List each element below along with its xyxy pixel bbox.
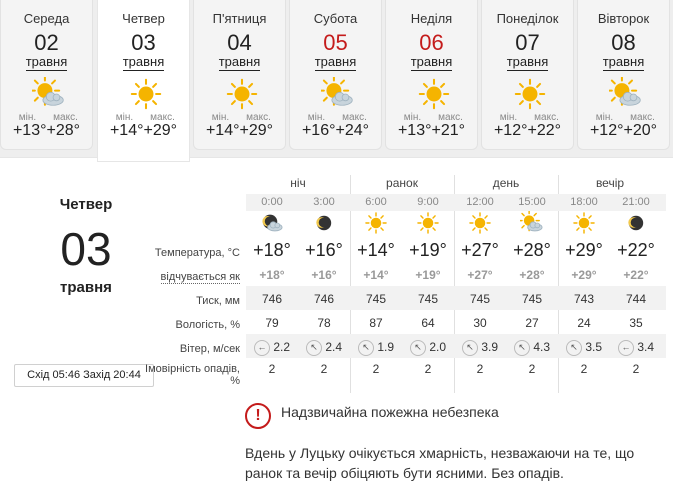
sun-cloud-icon — [520, 211, 544, 235]
hour-wind: ↖ 3.5 — [558, 340, 610, 356]
tab-temps: +14°+29° — [109, 122, 178, 139]
row-label-precip: Імовірність опадів, % — [145, 363, 240, 387]
selected-day-date: 03 — [60, 223, 112, 275]
hour-precip: 2 — [632, 362, 640, 376]
hour-feels: +16° — [311, 268, 337, 282]
tab-temps: +12°+22° — [493, 122, 562, 139]
hour-precip: 2 — [528, 362, 536, 376]
row-label-temp: Температура, °C — [154, 247, 240, 259]
period-2: день — [492, 176, 520, 190]
hour-humidity: 87 — [369, 316, 383, 330]
hour-temp: +29° — [565, 240, 603, 260]
hour-time: 3:00 — [313, 196, 335, 208]
sun-icon — [129, 77, 163, 111]
hour-wind: ← 2.2 — [246, 340, 298, 356]
sun-icon — [468, 211, 492, 235]
hour-time: 0:00 — [261, 196, 283, 208]
tab-day-name: Четвер — [122, 11, 165, 26]
moon-icon — [624, 211, 648, 235]
day-tab-03[interactable] — [97, 0, 190, 162]
sun-icon — [416, 211, 440, 235]
tab-day-name: Середа — [23, 11, 70, 26]
hour-temp: +27° — [461, 240, 499, 260]
tab-day-name: П'ятниця — [212, 11, 267, 26]
tab-minmax-labels: мін. макс. — [499, 112, 559, 123]
hour-humidity: 27 — [525, 316, 539, 330]
sun-cloud-icon — [32, 77, 66, 111]
hour-humidity: 30 — [473, 316, 487, 330]
hour-time: 6:00 — [365, 196, 387, 208]
row-label-wind: Вітер, м/сек — [179, 343, 240, 355]
sun-icon — [513, 77, 547, 111]
tab-date: 05 — [323, 30, 348, 55]
hour-pressure: 746 — [261, 292, 283, 306]
tab-minmax-labels: мін. макс. — [18, 112, 78, 123]
hour-precip: 2 — [320, 362, 328, 376]
tab-minmax-labels: мін. макс. — [115, 112, 175, 123]
tab-temps: +13°+28° — [12, 122, 81, 139]
hour-wind: ← 3.4 — [610, 340, 662, 356]
tab-month: травня — [218, 54, 261, 69]
tab-day-name: Неділя — [410, 11, 453, 26]
day-tab-07[interactable] — [481, 0, 574, 150]
tab-date: 04 — [227, 30, 252, 55]
hour-feels: +19° — [415, 268, 441, 282]
hour-time: 18:00 — [570, 196, 598, 208]
row-label-humidity: Вологість, % — [175, 319, 240, 331]
hour-pressure: 745 — [417, 292, 439, 306]
selected-day — [16, 196, 156, 296]
row-label-feels: відчувається як — [160, 271, 240, 283]
sun-icon — [364, 211, 388, 235]
day-tab-04[interactable] — [193, 0, 286, 150]
moon-icon — [312, 211, 336, 235]
tab-month: травня — [506, 54, 549, 69]
hour-humidity: 24 — [577, 316, 591, 330]
tab-temps: +13°+21° — [397, 122, 466, 139]
hour-precip: 2 — [580, 362, 588, 376]
tab-temps: +12°+20° — [589, 122, 658, 139]
hour-precip: 2 — [372, 362, 380, 376]
tab-day-name: Понеділок — [496, 11, 559, 26]
tab-month: травня — [602, 54, 645, 69]
day-detail-panel — [0, 157, 673, 501]
hour-feels: +27° — [467, 268, 493, 282]
hour-wind: ↖ 2.4 — [298, 340, 350, 356]
tab-day-name: Вівторок — [597, 11, 650, 26]
tab-day-name: Субота — [313, 11, 358, 26]
sun-icon — [572, 211, 596, 235]
sun-cloud-icon — [321, 77, 355, 111]
warning-text: Надзвичайна пожежна небезпека — [281, 404, 499, 420]
day-tabs — [0, 0, 673, 160]
sunrise-sunset: Схід 05:46 Захід 20:44 — [14, 364, 154, 387]
day-tab-02[interactable] — [0, 0, 93, 150]
sun-icon — [225, 77, 259, 111]
hour-pressure: 745 — [365, 292, 387, 306]
tab-temps: +16°+24° — [301, 122, 370, 139]
tab-date: 02 — [34, 30, 59, 55]
day-tab-08[interactable] — [577, 0, 670, 150]
tab-month: травня — [410, 54, 453, 69]
period-1: ранок — [386, 176, 418, 190]
hour-time: 15:00 — [518, 196, 546, 208]
hour-pressure: 744 — [625, 292, 647, 306]
warning-icon: ! — [245, 403, 271, 429]
hour-pressure: 746 — [313, 292, 335, 306]
hour-feels: +22° — [623, 268, 649, 282]
hour-wind: ↖ 4.3 — [506, 340, 558, 356]
tab-minmax-labels: мін. макс. — [307, 112, 367, 123]
selected-day-month: травня — [60, 279, 112, 296]
row-label-pressure: Тиск, мм — [196, 295, 240, 307]
hour-temp: +14° — [357, 240, 395, 260]
day-tab-06[interactable] — [385, 0, 478, 150]
tab-date: 07 — [515, 30, 540, 55]
hour-wind: ↖ 2.0 — [402, 340, 454, 356]
period-0: ніч — [290, 176, 306, 190]
moon-cloud-icon — [260, 211, 284, 235]
hour-feels: +18° — [259, 268, 285, 282]
hour-humidity: 78 — [317, 316, 331, 330]
hour-precip: 2 — [424, 362, 432, 376]
forecast-description: Вдень у Луцьку очікується хмарність, незважаючи на те, що ранок та вечір обіцяють бути ясними. Без опадів. — [245, 445, 635, 481]
tab-date: 06 — [419, 30, 444, 55]
period-3: вечір — [595, 176, 625, 190]
hour-humidity: 79 — [265, 316, 279, 330]
tab-temps: +14°+29° — [205, 122, 274, 139]
hour-precip: 2 — [268, 362, 276, 376]
hour-humidity: 64 — [421, 316, 435, 330]
tab-date: 03 — [131, 30, 156, 55]
hour-humidity: 35 — [629, 316, 643, 330]
hour-wind: ↖ 1.9 — [350, 340, 402, 356]
day-tab-05[interactable] — [289, 0, 382, 150]
sun-cloud-icon — [609, 77, 643, 111]
hour-feels: +29° — [571, 268, 597, 282]
tab-minmax-labels: мін. макс. — [403, 112, 463, 123]
tab-month: травня — [122, 54, 165, 69]
hour-pressure: 745 — [521, 292, 543, 306]
hour-temp: +18° — [253, 240, 291, 260]
hour-pressure: 743 — [573, 292, 595, 306]
hour-temp: +28° — [513, 240, 551, 260]
sun-icon — [417, 77, 451, 111]
hour-time: 12:00 — [466, 196, 494, 208]
tab-month: травня — [25, 54, 68, 69]
hour-time: 9:00 — [417, 196, 439, 208]
hour-precip: 2 — [476, 362, 484, 376]
selected-day-name: Четвер — [59, 196, 113, 213]
hour-temp: +16° — [305, 240, 343, 260]
hour-pressure: 745 — [469, 292, 491, 306]
hour-temp: +19° — [409, 240, 447, 260]
tab-date: 08 — [611, 30, 636, 55]
hour-feels: +14° — [363, 268, 389, 282]
hour-temp: +22° — [617, 240, 655, 260]
tab-month: травня — [314, 54, 357, 69]
tab-minmax-labels: мін. макс. — [595, 112, 655, 123]
hour-time: 21:00 — [622, 196, 650, 208]
tab-minmax-labels: мін. макс. — [211, 112, 271, 123]
hour-wind: ↖ 3.9 — [454, 340, 506, 356]
hour-feels: +28° — [519, 268, 545, 282]
